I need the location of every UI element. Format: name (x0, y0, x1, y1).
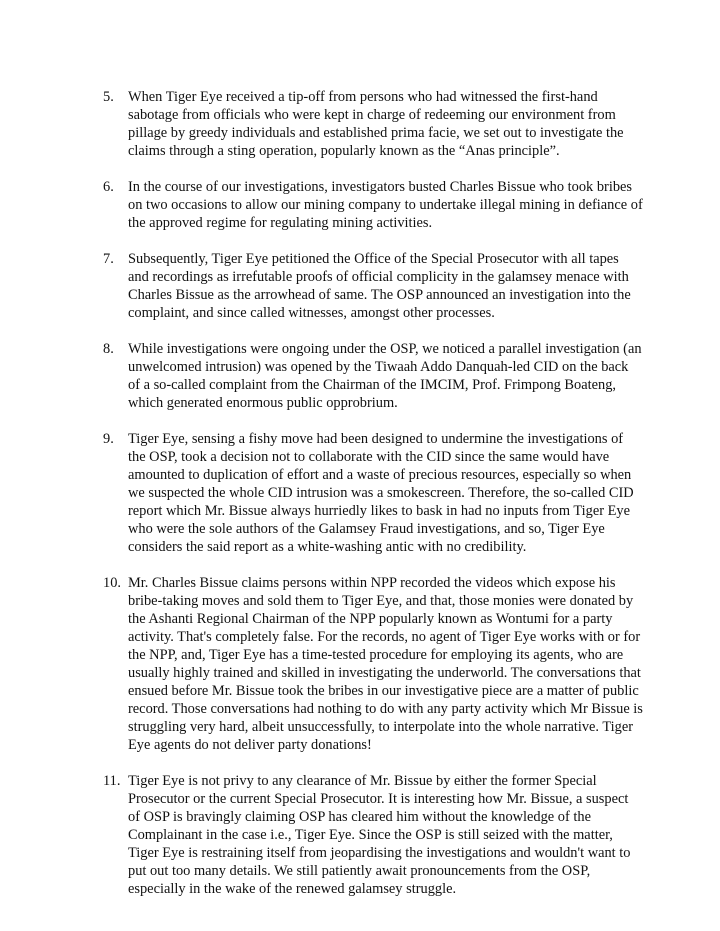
paragraph-text: While investigations were ongoing under the OSP, we noticed a parallel investigation (an unwelcomed intrusion) was opened by the Tiwaah Addo Danquah-led CID on the back of a so-called complaint from the Chairman of the IMCIM, Prof. Frimpong Boateng, which generated enormous public opprobrium. (128, 341, 642, 411)
paragraph-text: Tiger Eye is not privy to any clearance of Mr. Bissue by either the former Special Prosecutor or the current Special Prosecutor. It is interesting how Mr. Bissue, a suspect of OSP is bravingly claiming OSP has cleared him without the knowledge of the Complainant in the case i.e., Tiger Eye. Since the OSP is still seized with the matter, Tiger Eye is restraining itself from jeopardising the investigations and wouldn't want to put out too many details. We still patiently await pronouncements from the OSP, especially in the wake of the renewed galamsey struggle. (128, 773, 631, 897)
paragraph-number: 10. (103, 575, 121, 591)
numbered-paragraph-list (103, 88, 643, 916)
paragraph-item-5 (103, 88, 643, 160)
paragraph-item-8 (103, 340, 643, 412)
paragraph-item-7 (103, 250, 643, 322)
paragraph-text: When Tiger Eye received a tip-off from persons who had witnessed the first-hand sabotage from officials who were kept in charge of redeeming our environment from pillage by greedy individuals and established prima facie, we set out to investigate the claims through a sting operation, popularly known as the “Anas principle”. (128, 89, 624, 159)
paragraph-item-10 (103, 574, 643, 754)
paragraph-number: 11. (103, 773, 121, 789)
paragraph-item-11 (103, 772, 643, 898)
paragraph-item-6 (103, 178, 643, 232)
paragraph-number: 8. (103, 341, 114, 357)
paragraph-number: 5. (103, 89, 114, 105)
paragraph-text: In the course of our investigations, investigators busted Charles Bissue who took bribes on two occasions to allow our mining company to undertake illegal mining in defiance of the approved regime for regulating mining activities. (128, 179, 643, 231)
paragraph-text: Tiger Eye, sensing a fishy move had been designed to undermine the investigations of the OSP, took a decision not to collaborate with the CID since the same would have amounted to duplication of effort and a waste of precious resources, especially so when we suspected the whole CID intrusion was a smokescreen. Therefore, the so-called CID report which Mr. Bissue always hurriedly likes to bask in had no inputs from Tiger Eye who were the sole authors of the Galamsey Fraud investigations, and so, Tiger Eye considers the said report as a white-washing antic with no credibility. (128, 431, 634, 555)
paragraph-item-9 (103, 430, 643, 556)
paragraph-number: 6. (103, 179, 114, 195)
paragraph-text: Mr. Charles Bissue claims persons within NPP recorded the videos which expose his bribe-taking moves and sold them to Tiger Eye, and that, those monies were donated by the Ashanti Regional Chairman of the NPP popularly known as Wontumi for a party activity. That's completely false. For the records, no agent of Tiger Eye works with or for the NPP, and, Tiger Eye has a time-tested procedure for employing its agents, who are usually highly trained and skilled in investigating the underworld. The conversations that ensued before Mr. Bissue took the bribes in our investigative piece are a matter of public record. Those conversations had nothing to do with any party activity which Mr Bissue is struggling very hard, albeit unsuccessfully, to interpolate into the whole narrative. Tiger Eye agents do not deliver party donations! (128, 575, 643, 753)
paragraph-text: Subsequently, Tiger Eye petitioned the Office of the Special Prosecutor with all tapes and recordings as irrefutable proofs of official complicity in the galamsey menace with Charles Bissue as the arrowhead of same. The OSP announced an investigation into the complaint, and since called witnesses, amongst other processes. (128, 251, 631, 321)
paragraph-number: 9. (103, 431, 114, 447)
paragraph-number: 7. (103, 251, 114, 267)
